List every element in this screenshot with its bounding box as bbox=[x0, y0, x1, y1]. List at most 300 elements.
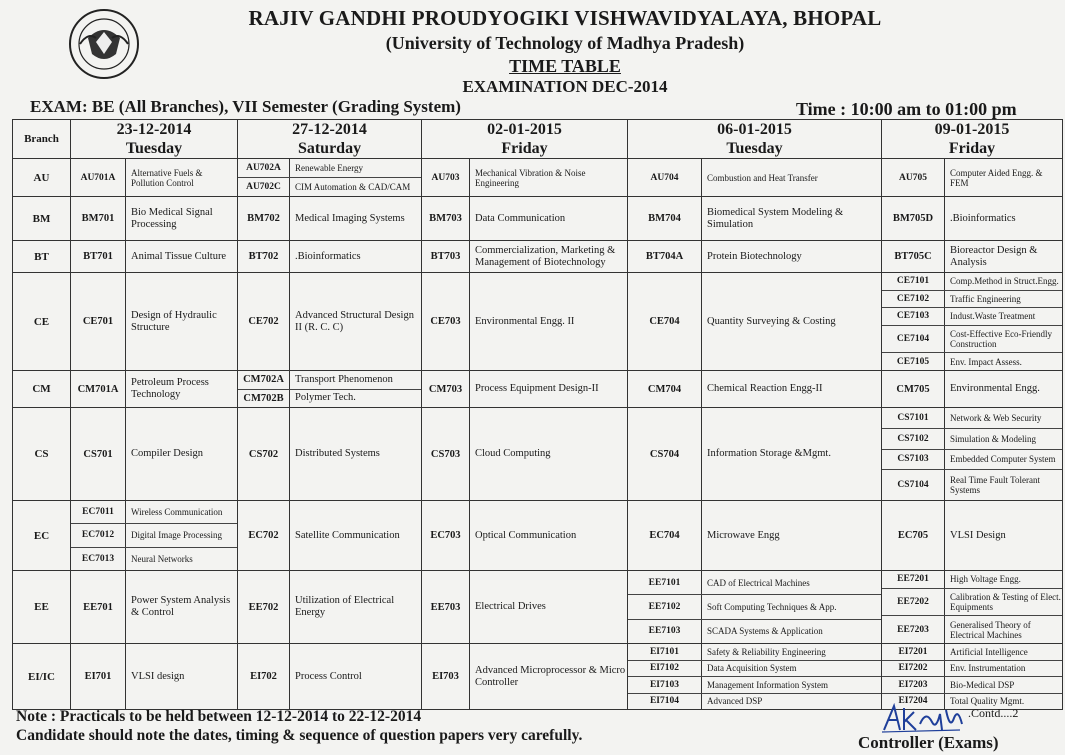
branch-name: BM bbox=[13, 197, 71, 241]
footer-notes bbox=[16, 707, 582, 745]
branch-name: EI/IC bbox=[13, 644, 71, 710]
subject-code: EC702 bbox=[238, 501, 290, 570]
exam-cell bbox=[422, 571, 628, 644]
subject-name: Medical Imaging Systems bbox=[295, 212, 405, 224]
subject-code: BM704 bbox=[628, 197, 702, 240]
subject-name: Real Time Fault Tolerant Systems bbox=[950, 475, 1040, 496]
subject-stack bbox=[882, 273, 1062, 370]
exam-cell bbox=[628, 197, 882, 241]
exam-date: 23-12-2014 bbox=[116, 121, 192, 138]
subject-code: EC7013 bbox=[71, 548, 126, 570]
subject-stack bbox=[628, 273, 881, 370]
subject-code: EE7203 bbox=[882, 616, 945, 643]
exam-cell bbox=[422, 197, 628, 241]
subject-entry bbox=[238, 177, 421, 196]
subject-entry bbox=[422, 159, 627, 196]
subject-code: EE7102 bbox=[628, 595, 702, 618]
date-column-header bbox=[882, 120, 1063, 159]
subject-code: CS7102 bbox=[882, 429, 945, 449]
signatory-title: Controller (Exams) bbox=[858, 733, 999, 752]
subject-entry bbox=[238, 389, 421, 408]
subject-stack bbox=[628, 571, 881, 643]
subject-stack bbox=[238, 159, 421, 196]
subject-code: EC703 bbox=[422, 501, 470, 570]
subject-name: Comp.Method in Struct.Engg. bbox=[950, 276, 1059, 287]
branch-name: EE bbox=[13, 571, 71, 644]
subject-stack bbox=[71, 159, 237, 196]
subject-stack bbox=[71, 644, 237, 709]
subject-name: Data Communication bbox=[475, 212, 566, 224]
subject-code: BM701 bbox=[71, 197, 126, 240]
subject-code: EI7202 bbox=[882, 661, 945, 677]
exam-day: Tuesday bbox=[726, 140, 783, 157]
exam-cell bbox=[238, 571, 422, 644]
exam-cell bbox=[628, 408, 882, 501]
subject-entry bbox=[882, 501, 1062, 570]
branch-row bbox=[13, 408, 1063, 501]
subject-entry bbox=[71, 371, 237, 407]
subject-code: EI7101 bbox=[628, 644, 702, 660]
subject-code: BT701 bbox=[71, 241, 126, 272]
controller-signature bbox=[880, 700, 966, 734]
branch-row bbox=[13, 501, 1063, 571]
exam-cell bbox=[238, 241, 422, 273]
subject-stack bbox=[882, 241, 1062, 272]
subject-entry bbox=[882, 588, 1062, 616]
exam-cell bbox=[422, 371, 628, 408]
subject-stack bbox=[238, 501, 421, 570]
subject-entry bbox=[882, 469, 1062, 500]
subject-stack bbox=[422, 644, 627, 709]
exam-cell bbox=[71, 241, 238, 273]
subject-code: AU705 bbox=[882, 159, 945, 196]
subject-name: Electrical Drives bbox=[475, 601, 546, 612]
subject-stack bbox=[238, 371, 421, 407]
subject-stack bbox=[71, 501, 237, 570]
subject-entry bbox=[882, 644, 1062, 660]
subject-name: VLSI design bbox=[131, 670, 185, 682]
exam-time: Time : 10:00 am to 01:00 pm bbox=[796, 99, 1017, 119]
subject-code: AU703 bbox=[422, 159, 470, 196]
branch-name: AU bbox=[13, 159, 71, 197]
subject-entry bbox=[628, 571, 881, 594]
subject-entry bbox=[71, 408, 237, 500]
subject-code: BM705D bbox=[882, 197, 945, 240]
branch-row bbox=[13, 571, 1063, 644]
exam-cell bbox=[238, 197, 422, 241]
exam-day: Saturday bbox=[297, 140, 362, 157]
timetable bbox=[12, 119, 1063, 710]
subject-entry bbox=[238, 371, 421, 389]
branch-name: BT bbox=[13, 241, 71, 273]
subject-name: CAD of Electrical Machines bbox=[707, 577, 810, 588]
date-column-header bbox=[238, 120, 422, 159]
subject-stack bbox=[422, 408, 627, 500]
subject-stack bbox=[422, 371, 627, 407]
exam-cell bbox=[422, 644, 628, 710]
exam-cell bbox=[628, 571, 882, 644]
subject-code: CE703 bbox=[422, 273, 470, 370]
subject-name: Advanced Structural Design II (R. C. C) bbox=[295, 309, 414, 333]
subject-entry bbox=[71, 273, 237, 370]
subject-code: CE704 bbox=[628, 273, 702, 370]
subject-stack bbox=[422, 273, 627, 370]
subject-entry bbox=[71, 644, 237, 709]
subject-entry bbox=[628, 594, 881, 618]
exam-cell bbox=[882, 273, 1063, 371]
subject-entry bbox=[882, 676, 1062, 693]
subject-name: .Bioinformatics bbox=[295, 250, 361, 262]
exam-cell bbox=[628, 241, 882, 273]
exam-cell bbox=[71, 159, 238, 197]
subject-entry bbox=[882, 371, 1062, 407]
subject-name: Distributed Systems bbox=[295, 448, 380, 459]
subject-code: CS701 bbox=[71, 408, 126, 500]
subject-name: Soft Computing Techniques & App. bbox=[707, 601, 837, 612]
subject-name: Animal Tissue Culture bbox=[131, 250, 227, 262]
subject-code: BT703 bbox=[422, 241, 470, 272]
exam-cell bbox=[71, 644, 238, 710]
exam-date: 06-01-2015 bbox=[717, 121, 792, 138]
subject-stack bbox=[628, 644, 881, 709]
subject-code: EI7204 bbox=[882, 694, 945, 710]
subject-stack bbox=[71, 197, 237, 240]
branch-name: CS bbox=[13, 408, 71, 501]
subject-name: Bio Medical Signal Processing bbox=[131, 206, 213, 230]
subject-stack bbox=[422, 241, 627, 272]
subject-name: Bioreactor Design & Analysis bbox=[950, 244, 1038, 268]
subject-name: Generalised Theory of Electrical Machines bbox=[950, 619, 1031, 640]
subject-code: AU702C bbox=[238, 178, 290, 196]
document-title: TIME TABLE bbox=[509, 56, 621, 76]
exam-cell bbox=[71, 501, 238, 571]
subject-name: Environmental Engg. bbox=[950, 383, 1040, 394]
subject-name: Polymer Tech. bbox=[295, 392, 356, 404]
subject-name: Cloud Computing bbox=[475, 448, 551, 459]
subject-stack bbox=[882, 571, 1062, 643]
subject-name: Transport Phenomenon bbox=[295, 373, 393, 385]
exam-cell bbox=[238, 408, 422, 501]
subject-entry bbox=[628, 371, 881, 407]
subject-entry bbox=[882, 273, 1062, 290]
subject-code: EC7011 bbox=[71, 501, 126, 523]
subject-code: CM702B bbox=[238, 390, 290, 408]
university-name: RAJIV GANDHI PROUDYOGIKI VISHWAVIDYALAYA, BHOPAL bbox=[248, 6, 882, 30]
subject-entry bbox=[628, 676, 881, 693]
exam-date: 09-01-2015 bbox=[934, 121, 1010, 138]
subject-name: Wireless Communication bbox=[131, 507, 223, 518]
subject-entry bbox=[422, 408, 627, 500]
subject-entry bbox=[882, 197, 1062, 240]
exam-day: Tuesday bbox=[125, 140, 183, 157]
subject-name: Process Equipment Design-II bbox=[475, 383, 599, 394]
subject-name: Traffic Engineering bbox=[950, 293, 1021, 304]
subject-entry bbox=[628, 159, 881, 196]
subject-code: CS7104 bbox=[882, 470, 945, 500]
subject-stack bbox=[422, 159, 627, 196]
subject-entry bbox=[71, 547, 237, 570]
subject-code: CE702 bbox=[238, 273, 290, 370]
subject-entry bbox=[882, 615, 1062, 643]
subject-code: AU702A bbox=[238, 159, 290, 177]
exam-cell bbox=[882, 408, 1063, 501]
exam-cell bbox=[882, 501, 1063, 571]
subject-code: CS703 bbox=[422, 408, 470, 500]
subject-entry bbox=[628, 644, 881, 660]
subject-entry bbox=[628, 241, 881, 272]
subject-entry bbox=[71, 571, 237, 643]
subject-name: Indust.Waste Treatment bbox=[950, 311, 1036, 322]
subject-code: EE7201 bbox=[882, 571, 945, 588]
subject-name: Management Information System bbox=[707, 679, 828, 690]
subject-code: EE7202 bbox=[882, 589, 945, 616]
exam-cell bbox=[628, 501, 882, 571]
subject-name: Compiler Design bbox=[131, 448, 204, 459]
document-title-line bbox=[150, 56, 980, 77]
subject-name: Alternative Fuels & Pollution Control bbox=[131, 167, 203, 188]
subject-name: Neural Networks bbox=[131, 553, 193, 564]
subject-entry bbox=[882, 290, 1062, 308]
subject-stack bbox=[882, 408, 1062, 500]
subject-code: EE703 bbox=[422, 571, 470, 643]
subject-name: Simulation & Modeling bbox=[950, 433, 1037, 444]
subject-name: Mechanical Vibration & Noise Engineering bbox=[475, 167, 586, 188]
subject-code: CM702A bbox=[238, 371, 290, 389]
exam-cell bbox=[422, 241, 628, 273]
subject-name: Quantity Surveying & Costing bbox=[707, 315, 836, 327]
subject-code: AU704 bbox=[628, 159, 702, 196]
subject-stack bbox=[238, 644, 421, 709]
subject-code: CS704 bbox=[628, 408, 702, 500]
subject-entry bbox=[882, 449, 1062, 470]
subject-entry bbox=[71, 197, 237, 240]
exam-cell bbox=[422, 408, 628, 501]
subject-code: BM703 bbox=[422, 197, 470, 240]
subject-stack bbox=[628, 408, 881, 500]
subject-name: Renewable Energy bbox=[295, 163, 364, 173]
subject-code: EI7201 bbox=[882, 644, 945, 660]
exam-description: EXAM: BE (All Branches), VII Semester (Grading System) bbox=[30, 97, 461, 116]
subject-code: EE7101 bbox=[628, 571, 702, 594]
subject-entry bbox=[628, 619, 881, 643]
subject-name: Microwave Engg bbox=[707, 529, 780, 541]
subject-code: CS7101 bbox=[882, 408, 945, 428]
subject-entry bbox=[238, 197, 421, 240]
subject-entry bbox=[628, 197, 881, 240]
branch-name: EC bbox=[13, 501, 71, 571]
subject-entry bbox=[882, 408, 1062, 428]
subject-name: Embedded Computer System bbox=[950, 454, 1056, 465]
subject-entry bbox=[71, 523, 237, 546]
subject-code: EE701 bbox=[71, 571, 126, 643]
exam-cell bbox=[238, 371, 422, 408]
exam-day: Friday bbox=[501, 140, 548, 157]
exam-cell bbox=[628, 159, 882, 197]
subject-entry bbox=[71, 241, 237, 272]
subject-code: BT705C bbox=[882, 241, 945, 272]
subject-stack bbox=[628, 197, 881, 240]
subject-stack bbox=[238, 197, 421, 240]
subject-entry bbox=[238, 159, 421, 177]
exam-day: Friday bbox=[948, 140, 996, 157]
subject-name: Network & Web Security bbox=[950, 412, 1042, 423]
subject-entry bbox=[628, 501, 881, 570]
subject-stack bbox=[422, 197, 627, 240]
subject-name: Bio-Medical DSP bbox=[950, 679, 1015, 690]
subject-entry bbox=[422, 197, 627, 240]
exam-cell bbox=[422, 501, 628, 571]
exam-cell bbox=[422, 273, 628, 371]
subject-stack bbox=[238, 571, 421, 643]
subject-code: EI701 bbox=[71, 644, 126, 709]
subject-entry bbox=[238, 408, 421, 500]
subject-name: Digital Image Processing bbox=[131, 530, 222, 541]
subject-entry bbox=[882, 159, 1062, 196]
subject-entry bbox=[628, 660, 881, 677]
subject-stack bbox=[882, 197, 1062, 240]
subject-stack bbox=[628, 241, 881, 272]
university-seal-logo bbox=[68, 8, 140, 80]
subject-entry bbox=[71, 501, 237, 523]
subject-stack bbox=[71, 571, 237, 643]
subject-entry bbox=[238, 644, 421, 709]
subject-entry bbox=[422, 273, 627, 370]
subject-entry bbox=[882, 241, 1062, 272]
subject-code: EC705 bbox=[882, 501, 945, 570]
subject-entry bbox=[422, 644, 627, 709]
examination-session: EXAMINATION DEC-2014 bbox=[462, 77, 668, 96]
subject-code: EI7102 bbox=[628, 661, 702, 677]
subject-name: Chemical Reaction Engg-II bbox=[707, 383, 823, 394]
subject-code: EI7103 bbox=[628, 677, 702, 693]
subject-name: Data Acquisition System bbox=[707, 663, 797, 674]
caution-note: Candidate should note the dates, timing & sequence of question papers very carefully. bbox=[16, 727, 583, 744]
date-column-header bbox=[422, 120, 628, 159]
subject-name: Commercialization, Marketing & Management of Biotechnology bbox=[475, 244, 616, 268]
exam-cell bbox=[71, 571, 238, 644]
exam-cell bbox=[882, 159, 1063, 197]
branch-row bbox=[13, 159, 1063, 197]
subject-stack bbox=[882, 159, 1062, 196]
subject-code: CM703 bbox=[422, 371, 470, 407]
exam-cell bbox=[628, 371, 882, 408]
subject-entry bbox=[882, 660, 1062, 677]
exam-date: 27-12-2014 bbox=[292, 121, 367, 138]
subject-entry bbox=[422, 501, 627, 570]
branch-column-header: Branch bbox=[13, 120, 71, 159]
exam-date: 02-01-2015 bbox=[487, 121, 562, 138]
subject-name: High Voltage Engg. bbox=[950, 574, 1021, 585]
subject-entry bbox=[882, 325, 1062, 353]
subject-name: Biomedical System Modeling & Simulation bbox=[707, 206, 844, 230]
practicals-note: Note : Practicals to be held between 12-12-2014 to 22-12-2014 bbox=[16, 708, 422, 725]
subject-entry bbox=[238, 241, 421, 272]
subject-stack bbox=[71, 273, 237, 370]
subject-code: CM704 bbox=[628, 371, 702, 407]
subject-code: EE702 bbox=[238, 571, 290, 643]
subject-entry bbox=[422, 371, 627, 407]
exam-cell bbox=[882, 241, 1063, 273]
subject-name: Information Storage &Mgmt. bbox=[707, 448, 831, 459]
branch-name: CE bbox=[13, 273, 71, 371]
branch-row bbox=[13, 371, 1063, 408]
subject-name: Advanced DSP bbox=[707, 696, 763, 707]
subject-stack bbox=[882, 371, 1062, 407]
subject-name: Process Control bbox=[295, 670, 362, 682]
subject-entry bbox=[422, 241, 627, 272]
subject-stack bbox=[628, 159, 881, 196]
subject-stack bbox=[238, 408, 421, 500]
subject-entry bbox=[628, 693, 881, 710]
subject-name: Env. Impact Assess. bbox=[950, 356, 1022, 367]
exam-cell bbox=[238, 644, 422, 710]
university-subtitle: (University of Technology of Madhya Pradesh) bbox=[385, 33, 745, 53]
subject-name: Cost-Effective Eco-Friendly Construction bbox=[950, 329, 1053, 350]
exam-cell bbox=[71, 197, 238, 241]
subject-stack bbox=[422, 501, 627, 570]
branch-name: CM bbox=[13, 371, 71, 408]
subject-code: CS702 bbox=[238, 408, 290, 500]
subject-code: CM701A bbox=[71, 371, 126, 407]
header-row bbox=[13, 120, 1063, 159]
exam-cell bbox=[882, 371, 1063, 408]
subject-name: Protein Biotechnology bbox=[707, 250, 802, 262]
subject-entry bbox=[882, 352, 1062, 370]
exam-cell bbox=[628, 273, 882, 371]
subject-entry bbox=[71, 159, 237, 196]
exam-cell bbox=[238, 273, 422, 371]
branch-row bbox=[13, 197, 1063, 241]
subject-code: BT702 bbox=[238, 241, 290, 272]
subject-stack bbox=[238, 273, 421, 370]
subject-entry bbox=[882, 571, 1062, 588]
subject-name: Total Quality Mgmt. bbox=[950, 696, 1025, 707]
date-column-header bbox=[71, 120, 238, 159]
subject-stack bbox=[238, 241, 421, 272]
subject-name: Optical Communication bbox=[475, 529, 577, 541]
subject-name: VLSI Design bbox=[950, 529, 1006, 541]
branch-row bbox=[13, 273, 1063, 371]
subject-name: Computer Aided Engg. & FEM bbox=[950, 167, 1043, 188]
subject-code: EI703 bbox=[422, 644, 470, 709]
subject-entry bbox=[422, 571, 627, 643]
subject-name: Env. Instrumentation bbox=[950, 663, 1026, 674]
subject-stack bbox=[71, 241, 237, 272]
exam-cell bbox=[238, 501, 422, 571]
subject-name: Calibration & Testing of Elect. Equipments bbox=[950, 592, 1061, 612]
subject-stack bbox=[628, 501, 881, 570]
subject-name: Advanced Microprocessor & Micro Controller bbox=[475, 664, 626, 688]
subject-name: Safety & Reliability Engineering bbox=[707, 646, 826, 657]
subject-code: EE7103 bbox=[628, 620, 702, 643]
subject-entry bbox=[628, 273, 881, 370]
subject-code: CE7105 bbox=[882, 353, 945, 370]
subject-code: CM705 bbox=[882, 371, 945, 407]
subject-entry bbox=[238, 571, 421, 643]
subject-code: EC704 bbox=[628, 501, 702, 570]
subject-entry bbox=[238, 501, 421, 570]
subject-stack bbox=[422, 571, 627, 643]
subject-entry bbox=[882, 428, 1062, 449]
subject-code: BM702 bbox=[238, 197, 290, 240]
subject-name: CIM Automation & CAD/CAM bbox=[295, 182, 411, 192]
subject-code: CE7101 bbox=[882, 273, 945, 290]
subject-entry bbox=[882, 307, 1062, 325]
subject-name: Design of Hydraulic Structure bbox=[131, 309, 217, 333]
subject-code: CE7104 bbox=[882, 326, 945, 353]
exam-cell bbox=[238, 159, 422, 197]
subject-code: CE7102 bbox=[882, 291, 945, 308]
